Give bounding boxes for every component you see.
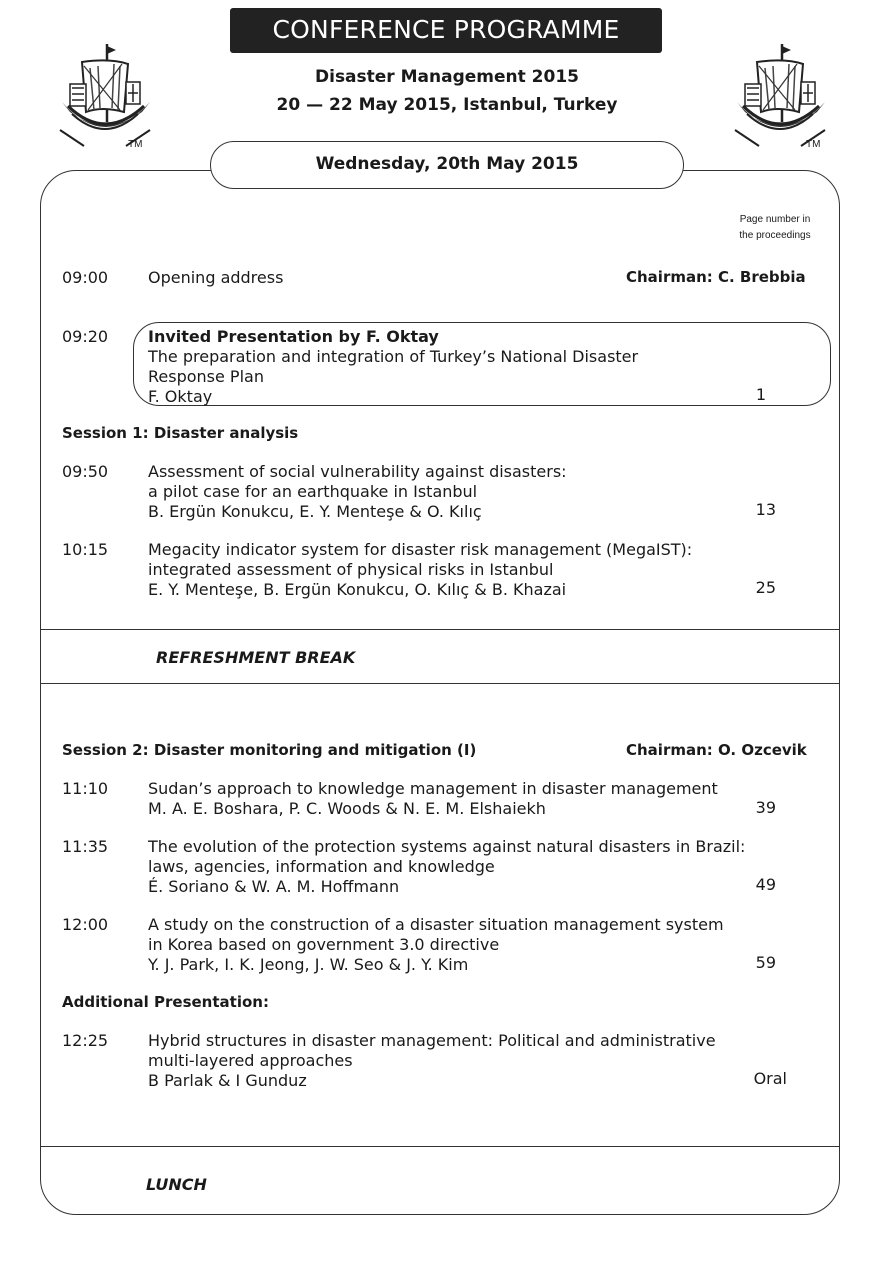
- lunch-break: LUNCH: [146, 1175, 207, 1194]
- conference-dates: 20 — 22 May 2015, Istanbul, Turkey: [276, 95, 618, 115]
- invited-heading: Invited Presentation by F. Oktay: [148, 327, 439, 346]
- session-heading: [62, 741, 476, 759]
- ship-logo-icon: [725, 40, 835, 150]
- paper-title-line: multi-layered approaches: [148, 1051, 353, 1070]
- day-heading: Wednesday, 20th May 2015: [210, 141, 684, 189]
- session-title: Disaster monitoring and mitigation (I): [153, 741, 477, 759]
- page-number: 49: [755, 875, 776, 894]
- session-heading: [62, 424, 298, 442]
- paper-authors: B Parlak & I Gunduz: [148, 1071, 307, 1090]
- session-item-time: 10:15: [62, 540, 109, 559]
- invited-presentation: [148, 327, 748, 407]
- session-chairman: Chairman: O. Ozcevik: [626, 741, 807, 759]
- session-item-time: 12:00: [62, 915, 109, 934]
- session-label: Session 2:: [62, 741, 149, 759]
- divider: [40, 629, 840, 630]
- paper-title-line: Assessment of social vulnerability against disasters:: [148, 462, 567, 481]
- opening-chairman: Chairman: C. Brebbia: [626, 268, 806, 286]
- session-item: [148, 540, 768, 600]
- page-number-note: [700, 212, 850, 244]
- session-item: [148, 1031, 748, 1091]
- session-item-time: 09:50: [62, 462, 109, 481]
- trademark-mark: TM: [128, 139, 143, 150]
- invited-time: 09:20: [62, 327, 109, 346]
- divider: [40, 1146, 840, 1147]
- paper-authors: Y. J. Park, I. K. Jeong, J. W. Seo & J. Y. Kim: [148, 955, 469, 974]
- page-number: 59: [755, 953, 776, 972]
- session-item-time: 12:25: [62, 1031, 109, 1050]
- paper-title-line: Megacity indicator system for disaster risk management (MegaIST):: [148, 540, 693, 559]
- session-item-time: 11:35: [62, 837, 109, 856]
- conference-name: Disaster Management 2015: [315, 67, 579, 87]
- paper-title-line: Sudan’s approach to knowledge management in disaster management: [148, 779, 718, 798]
- session-item: [148, 837, 768, 897]
- session-label: Session 1:: [62, 424, 149, 442]
- session-item: [148, 462, 748, 522]
- session-item: [148, 915, 748, 975]
- ship-logo-icon: [50, 40, 160, 150]
- paper-title-line: integrated assessment of physical risks in Istanbul: [148, 560, 554, 579]
- paper-title-line: a pilot case for an earthquake in Istanbul: [148, 482, 478, 501]
- trademark-mark: TM: [806, 139, 821, 150]
- paper-title-line: Response Plan: [148, 367, 264, 386]
- paper-authors: E. Y. Menteşe, B. Ergün Konukcu, O. Kılıç & B. Khazai: [148, 580, 567, 599]
- paper-title-line: A study on the construction of a disaster situation management system: [148, 915, 724, 934]
- paper-authors: B. Ergün Konukcu, E. Y. Menteşe & O. Kılıç: [148, 502, 482, 521]
- divider: [40, 683, 840, 684]
- page-note-line: the proceedings: [739, 230, 811, 241]
- paper-title-line: The evolution of the protection systems against natural disasters in Brazil:: [148, 837, 746, 856]
- paper-title-line: The preparation and integration of Turkey’s National Disaster: [148, 347, 639, 366]
- paper-title-line: Hybrid structures in disaster management: Political and administrative: [148, 1031, 716, 1050]
- opening-time: 09:00: [62, 268, 109, 287]
- paper-title-line: in Korea based on government 3.0 directive: [148, 935, 500, 954]
- page-number: 1: [755, 385, 766, 404]
- page-number: 25: [755, 578, 776, 597]
- paper-title-line: laws, agencies, information and knowledge: [148, 857, 495, 876]
- paper-authors: F. Oktay: [148, 387, 213, 406]
- additional-heading: Additional Presentation:: [62, 993, 269, 1011]
- session-title: Disaster analysis: [153, 424, 299, 442]
- page-number: 13: [755, 500, 776, 519]
- session-item: [148, 779, 748, 819]
- page-number: Oral: [753, 1069, 787, 1088]
- page-note-line: Page number in: [739, 214, 811, 225]
- opening-title: Opening address: [148, 268, 284, 287]
- paper-authors: É. Soriano & W. A. M. Hoffmann: [148, 877, 400, 896]
- refreshment-break: REFRESHMENT BREAK: [156, 648, 356, 667]
- session-item-time: 11:10: [62, 779, 109, 798]
- programme-title: CONFERENCE PROGRAMME: [230, 8, 662, 53]
- paper-authors: M. A. E. Boshara, P. C. Woods & N. E. M. Elshaiekh: [148, 799, 546, 818]
- page-number: 39: [755, 798, 776, 817]
